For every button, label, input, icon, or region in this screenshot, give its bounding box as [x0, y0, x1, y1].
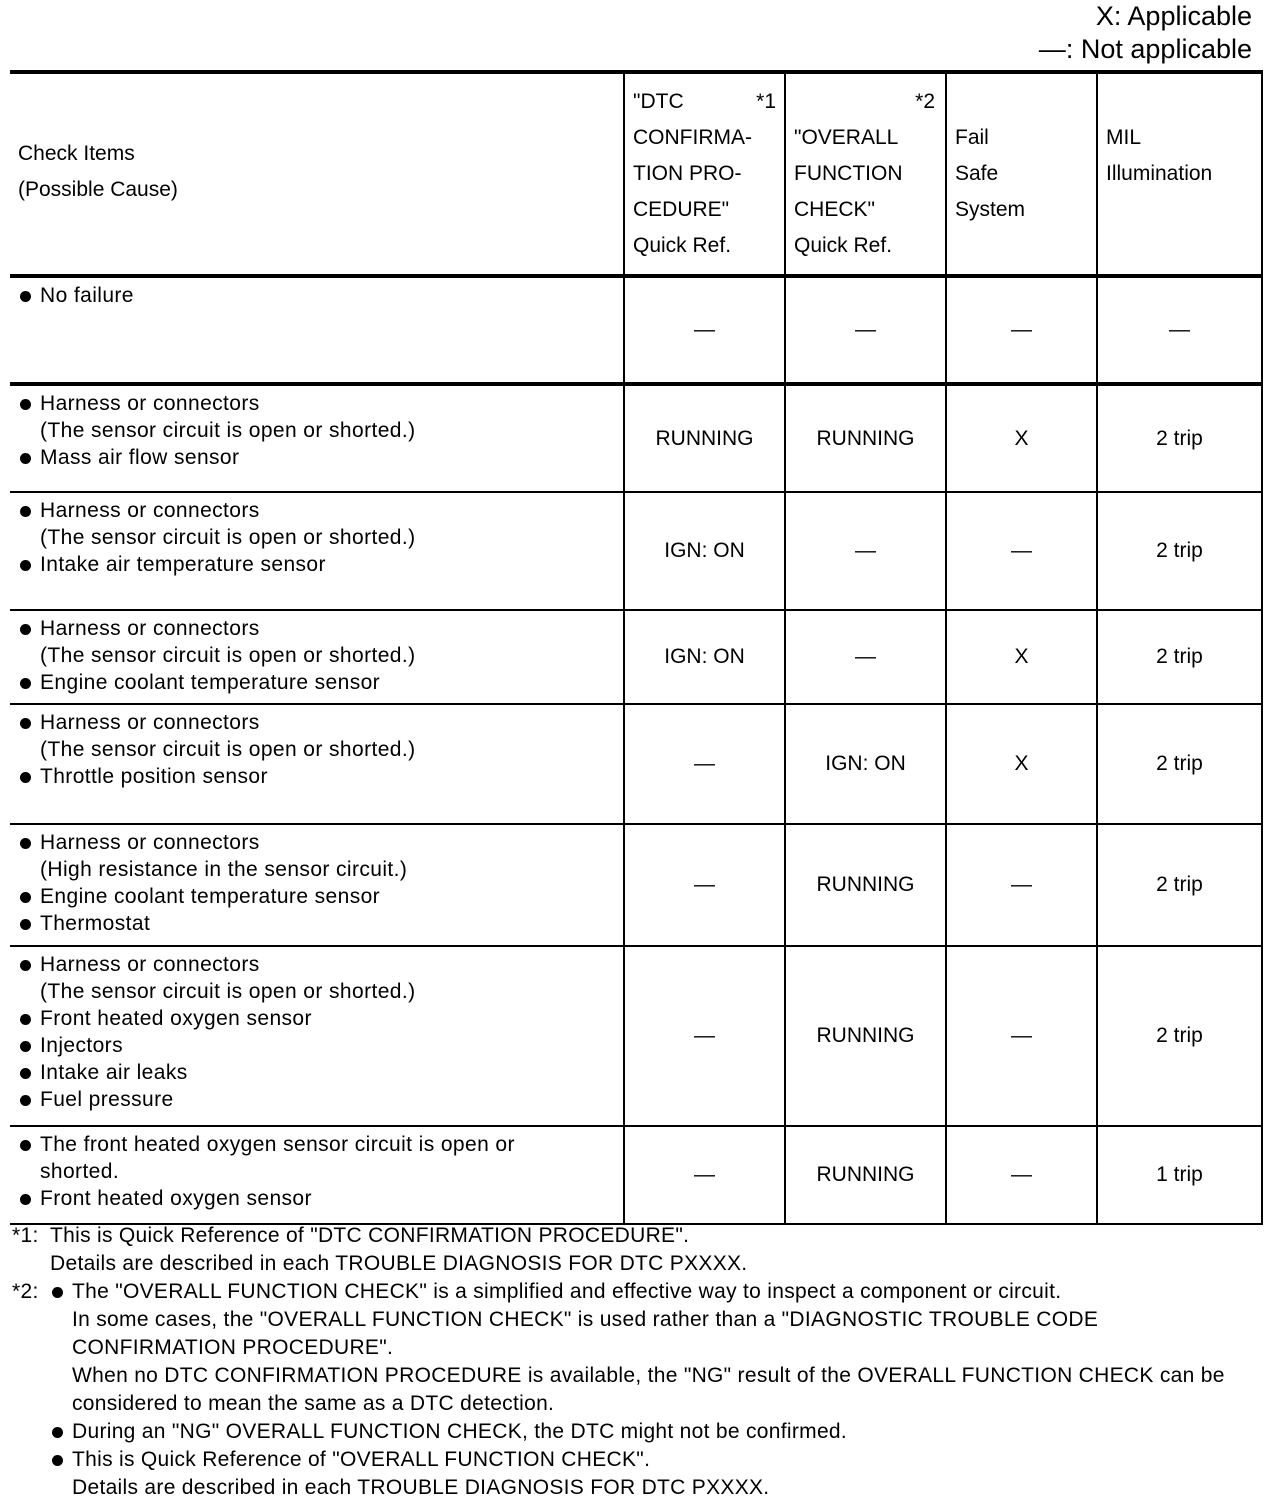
cause-detail: shorted. [40, 1160, 120, 1183]
fail-cell: — [946, 824, 1097, 946]
check-items-cell [10, 824, 624, 946]
header-dtc-line: Quick Ref. [633, 234, 732, 257]
bullet-icon [20, 1095, 31, 1106]
table-row [10, 276, 1262, 384]
header-overall-function-check [785, 72, 946, 276]
bullet-icon [20, 960, 31, 971]
header-dtc-line: CONFIRMA- [633, 126, 752, 149]
cause-text: Engine coolant temperature sensor [40, 671, 381, 694]
check-items-table [10, 70, 1263, 1225]
cause-item [18, 444, 615, 471]
bullet-icon [20, 1140, 31, 1151]
bullet-icon [52, 1455, 63, 1466]
table-row [10, 384, 1262, 492]
legend-not-applicable: —: Not applicable [1038, 34, 1252, 64]
header-fail-safe [946, 72, 1097, 276]
mil-cell: 2 trip [1097, 610, 1262, 704]
mil-cell: 2 trip [1097, 384, 1262, 492]
bullet-icon [20, 892, 31, 903]
footnote-line: Details are described in each TROUBLE DIAGNOSIS FOR DTC PXXXX. [50, 1252, 748, 1275]
table-row [10, 610, 1262, 704]
cause-text: Thermostat [40, 912, 151, 935]
table-row [10, 492, 1262, 610]
header-row [10, 72, 1262, 276]
cause-text: No failure [40, 284, 134, 307]
cause-text: Harness or connectors [40, 392, 260, 415]
mil-cell: 2 trip [1097, 492, 1262, 610]
cause-item [18, 709, 615, 736]
header-fail-safe-line: System [955, 198, 1026, 221]
cause-item [18, 282, 615, 309]
header-overall-line: "OVERALL [794, 126, 899, 149]
cause-text: Fuel pressure [40, 1088, 174, 1111]
dtc-cell: — [624, 704, 785, 824]
fail-cell: X [946, 704, 1097, 824]
bullet-icon [20, 1194, 31, 1205]
cause-text: Front heated oxygen sensor [40, 1187, 312, 1210]
bullet-icon [20, 453, 31, 464]
footnote-mark-1: *1 [756, 90, 776, 113]
cause-detail: (The sensor circuit is open or shorted.) [40, 738, 416, 761]
mil-cell: 2 trip [1097, 824, 1262, 946]
bullet-icon [20, 624, 31, 635]
overall-cell: RUNNING [785, 824, 946, 946]
cause-text: Harness or connectors [40, 953, 260, 976]
cause-item [18, 1086, 615, 1113]
mil-cell: 2 trip [1097, 704, 1262, 824]
footnotes [12, 1222, 1268, 1502]
check-items-cell [10, 704, 624, 824]
cause-text: Front heated oxygen sensor [40, 1007, 312, 1030]
bullet-icon [52, 1287, 63, 1298]
bullet-icon [20, 1068, 31, 1079]
footnote-line: Details are described in each TROUBLE DIAGNOSIS FOR DTC PXXXX. [72, 1476, 770, 1499]
overall-cell: IGN: ON [785, 704, 946, 824]
bullet-icon [20, 678, 31, 689]
cause-item [18, 390, 615, 417]
footnote-2-mark: *2: [12, 1280, 39, 1303]
dtc-cell: IGN: ON [624, 492, 785, 610]
cause-detail: (The sensor circuit is open or shorted.) [40, 980, 416, 1003]
dtc-cell: IGN: ON [624, 610, 785, 704]
cause-detail: (High resistance in the sensor circuit.) [40, 858, 408, 881]
overall-cell: — [785, 610, 946, 704]
cause-text: Throttle position sensor [40, 765, 268, 788]
header-mil-line: Illumination [1106, 162, 1213, 185]
overall-cell: — [785, 276, 946, 384]
legend-applicable: X: Applicable [1095, 1, 1252, 31]
header-dtc-confirmation [624, 72, 785, 276]
table-row [10, 824, 1262, 946]
cause-item [18, 1005, 615, 1032]
check-items-cell [10, 276, 624, 384]
dtc-cell: — [624, 276, 785, 384]
bullet-icon [20, 560, 31, 571]
header-check-items [10, 72, 624, 276]
footnote-line: In some cases, the "OVERALL FUNCTION CHECK" is used rather than a "DIAGNOSTIC TROUBLE CODE CONFIRMATION PROCEDURE". [72, 1308, 1099, 1359]
check-items-cell [10, 492, 624, 610]
cause-item [18, 829, 615, 856]
cause-text: Harness or connectors [40, 831, 260, 854]
cause-detail: (The sensor circuit is open or shorted.) [40, 526, 416, 549]
bullet-icon [20, 291, 31, 302]
bullet-icon [20, 718, 31, 729]
cause-text: Harness or connectors [40, 499, 260, 522]
header-overall-line: CHECK" [794, 198, 875, 221]
header-mil-illumination [1097, 72, 1262, 276]
mil-cell: — [1097, 276, 1262, 384]
cause-text: Intake air temperature sensor [40, 553, 326, 576]
bullet-icon [20, 1041, 31, 1052]
header-dtc-line: TION PRO- [633, 162, 742, 185]
header-mil-line: MIL [1106, 126, 1142, 149]
cause-item [18, 497, 615, 524]
bullet-icon [20, 772, 31, 783]
cause-item [18, 763, 615, 790]
cause-item [18, 910, 615, 937]
cause-text: Harness or connectors [40, 711, 260, 734]
bullet-icon [20, 919, 31, 930]
dtc-cell: — [624, 824, 785, 946]
check-items-cell [10, 946, 624, 1126]
check-items-cell [10, 610, 624, 704]
cause-text: Injectors [40, 1034, 123, 1057]
footnote-line: When no DTC CONFIRMATION PROCEDURE is available, the "NG" result of the OVERALL FUNCTION CHECK can be considered to mean the same as a DTC detection. [72, 1364, 1225, 1415]
header-fail-safe-line: Safe [955, 162, 999, 185]
footnote-line: During an "NG" OVERALL FUNCTION CHECK, the DTC might not be confirmed. [72, 1420, 848, 1443]
cause-text: Engine coolant temperature sensor [40, 885, 381, 908]
overall-cell: — [785, 492, 946, 610]
footnote-1-mark: *1: [12, 1224, 39, 1247]
header-dtc-line: CEDURE" [633, 198, 730, 221]
footnote-2-bullet [50, 1418, 1268, 1446]
fail-cell: X [946, 384, 1097, 492]
cause-text: Intake air leaks [40, 1061, 188, 1084]
header-overall-line: FUNCTION [794, 162, 903, 185]
cause-item [18, 1032, 615, 1059]
footnote-line: The "OVERALL FUNCTION CHECK" is a simplified and effective way to inspect a component or circuit. [72, 1280, 1062, 1303]
overall-cell: RUNNING [785, 946, 946, 1126]
footnote-line: This is Quick Reference of "OVERALL FUNCTION CHECK". [72, 1448, 651, 1471]
header-overall-line: Quick Ref. [794, 234, 893, 257]
header-dtc-line: "DTC [633, 90, 684, 113]
overall-cell: RUNNING [785, 1126, 946, 1224]
cause-item [18, 615, 615, 642]
bullet-icon [20, 399, 31, 410]
dtc-cell: — [624, 946, 785, 1126]
footnote-2-bullet [50, 1446, 1268, 1502]
cause-text: Harness or connectors [40, 617, 260, 640]
dtc-cell: RUNNING [624, 384, 785, 492]
cause-item [18, 1185, 615, 1212]
bullet-icon [52, 1427, 63, 1438]
table-row [10, 946, 1262, 1126]
fail-cell: X [946, 610, 1097, 704]
footnote-2-bullet [50, 1278, 1268, 1418]
table-row [10, 704, 1262, 824]
fail-cell: — [946, 492, 1097, 610]
footnote-2 [12, 1278, 1268, 1502]
cause-item [18, 951, 615, 978]
check-items-cell [10, 1126, 624, 1224]
footnote-line: This is Quick Reference of "DTC CONFIRMATION PROCEDURE". [50, 1224, 690, 1247]
footnote-mark-2: *2 [915, 90, 935, 113]
mil-cell: 2 trip [1097, 946, 1262, 1126]
fail-cell: — [946, 946, 1097, 1126]
bullet-icon [20, 1014, 31, 1025]
check-items-cell [10, 384, 624, 492]
cause-item [18, 669, 615, 696]
dtc-cell: — [624, 1126, 785, 1224]
cause-text: Mass air flow sensor [40, 446, 240, 469]
cause-item [18, 1131, 615, 1158]
footnote-1 [12, 1222, 1268, 1278]
cause-detail: (The sensor circuit is open or shorted.) [40, 644, 416, 667]
bullet-icon [20, 506, 31, 517]
table-row [10, 1126, 1262, 1224]
mil-cell: 1 trip [1097, 1126, 1262, 1224]
fail-cell: — [946, 276, 1097, 384]
fail-cell: — [946, 1126, 1097, 1224]
header-fail-safe-line: Fail [955, 126, 989, 149]
header-check-items-line: Check Items [18, 142, 135, 165]
cause-item [18, 883, 615, 910]
cause-item [18, 1059, 615, 1086]
header-check-items-line: (Possible Cause) [18, 178, 178, 201]
cause-detail: (The sensor circuit is open or shorted.) [40, 419, 416, 442]
legend [1039, 0, 1252, 66]
cause-text: The front heated oxygen sensor circuit is open or [40, 1133, 515, 1156]
cause-item [18, 551, 615, 578]
overall-cell: RUNNING [785, 384, 946, 492]
bullet-icon [20, 838, 31, 849]
